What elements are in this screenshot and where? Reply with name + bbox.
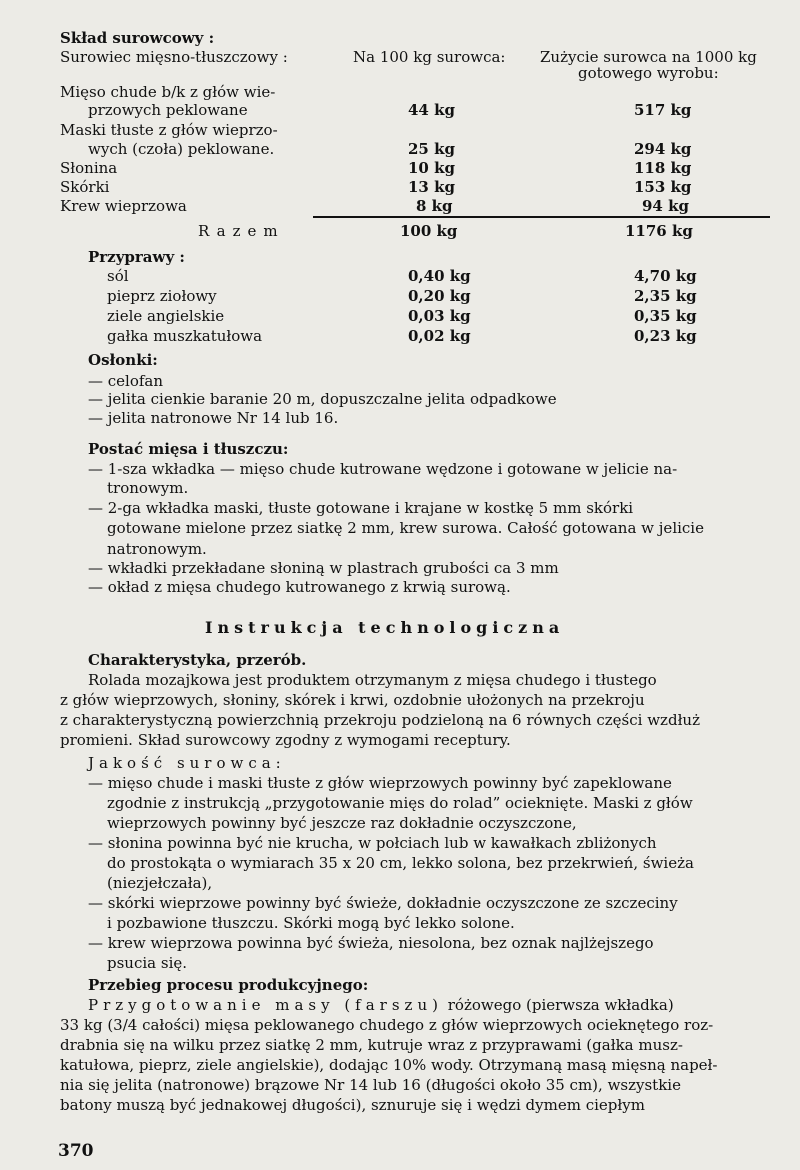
- spice-per1000: 0,35 kg: [634, 307, 697, 325]
- przebieg-first-line: [88, 996, 674, 1015]
- row-name-line2: wych (czoła) peklowane.: [88, 140, 275, 158]
- col-per1000-header-line2: gotowego wyrobu:: [578, 64, 719, 82]
- oslonki-item: — jelita natronowe Nr 14 lub 16.: [88, 409, 339, 427]
- postac-line: — 2-ga wkładka maski, tłuste gotowane i krajane w kostkę 5 mm skórki: [88, 499, 634, 517]
- postac-line: — okład z mięsa chudego kutrowanego z krwią surową.: [88, 578, 511, 596]
- total-per100: 100 kg: [400, 222, 458, 240]
- row-per1000: 517 kg: [634, 101, 692, 119]
- jakosc-heading: Jakość surowca:: [88, 754, 286, 772]
- jakosc-line: zgodnie z instrukcją „przygotowanie mięs do rolad” ocieknięte. Maski z głów: [107, 794, 693, 812]
- postac-line: — 1-sza wkładka — mięso chude kutrowane wędzone i gotowane w jelicie na-: [88, 460, 678, 478]
- jakosc-line: wieprzowych powinny być jeszcze raz dokładnie oczyszczone,: [107, 814, 577, 832]
- spice-name: ziele angielskie: [107, 307, 225, 325]
- jakosc-line: psucia się.: [107, 954, 188, 972]
- total-label: Razem: [198, 222, 285, 240]
- row-per1000: 94 kg: [642, 197, 689, 215]
- row-per1000: 118 kg: [634, 159, 692, 177]
- row-per1000: 294 kg: [634, 140, 692, 158]
- spice-per1000: 0,23 kg: [634, 327, 697, 345]
- spice-name: pieprz ziołowy: [107, 287, 217, 305]
- przebieg-heading: Przebieg procesu produkcyjnego:: [88, 976, 369, 994]
- postac-line: gotowane mielone przez siatkę 2 mm, krew surowa. Całość gotowana w jelicie: [107, 519, 704, 537]
- przyprawy-heading: Przyprawy :: [88, 248, 185, 266]
- spice-per100: 0,20 kg: [408, 287, 471, 305]
- row-per100: 44 kg: [408, 101, 455, 119]
- przebieg-line: batony muszą być jednakowej długości), sznuruje się i wędzi dymem ciepłym: [60, 1096, 645, 1114]
- spice-per1000: 4,70 kg: [634, 267, 697, 285]
- row-name: Krew wieprzowa: [60, 197, 187, 215]
- row-per100: 8 kg: [416, 197, 453, 215]
- page-number: 370: [58, 1141, 94, 1161]
- postac-line: natronowym.: [107, 540, 207, 558]
- spice-name: gałka muszkatułowa: [107, 327, 263, 345]
- sklad-heading: Skład surowcowy :: [60, 29, 215, 47]
- jakosc-line: — krew wieprzowa powinna być świeża, niesolona, bez oznak najlżejszego: [88, 934, 654, 952]
- przebieg-line: nia się jelita (natronowe) brązowe Nr 14 lub 16 (długości około 35 cm), wszystkie: [60, 1076, 681, 1094]
- total-per1000: 1176 kg: [625, 222, 693, 240]
- charakterystyka-line: z charakterystyczną powierzchnią przekroju podzieloną na 6 równych części wzdłuż: [60, 711, 700, 729]
- jakosc-line: i pozbawione tłuszczu. Skórki mogą być lekko solone.: [107, 914, 515, 932]
- jakosc-line: — mięso chude i maski tłuste z głów wieprzowych powinny być zapeklowane: [88, 774, 672, 792]
- oslonki-item: — jelita cienkie baranie 20 m, dopuszczalne jelita odpadkowe: [88, 390, 557, 408]
- row-per100: 13 kg: [408, 178, 455, 196]
- row-name-line2: przowych peklowane: [88, 101, 248, 119]
- spice-name: sól: [107, 267, 129, 285]
- row-name: Słonina: [60, 159, 118, 177]
- total-rule: [313, 216, 770, 218]
- przebieg-line: drabnia się na wilku przez siatkę 2 mm, kutruje wraz z przyprawami (gałka musz-: [60, 1036, 683, 1054]
- row-per1000: 153 kg: [634, 178, 692, 196]
- spice-per100: 0,40 kg: [408, 267, 471, 285]
- postac-line: — wkładki przekładane słoniną w plastrach grubości ca 3 mm: [88, 559, 559, 577]
- charakterystyka-line: promieni. Skład surowcowy zgodny z wymogami receptury.: [60, 731, 511, 749]
- przebieg-spaced-phrase: Przygotowanie masy (farszu): [88, 996, 443, 1014]
- postac-heading: Postać mięsa i tłuszczu:: [88, 440, 289, 458]
- charakterystyka-line: Rolada mozajkowa jest produktem otrzymanym z mięsa chudego i tłustego: [88, 671, 657, 689]
- row-name: Skórki: [60, 178, 110, 196]
- row-name-line1: Maski tłuste z głów wieprzo-: [60, 121, 278, 139]
- postac-line: tronowym.: [107, 479, 189, 497]
- oslonki-item: — celofan: [88, 372, 164, 390]
- col-per100-header: Na 100 kg surowca:: [353, 48, 506, 66]
- jakosc-line: do prostokąta o wymiarach 35 x 20 cm, lekko solona, bez przekrwień, świeża: [107, 854, 694, 872]
- spice-per1000: 2,35 kg: [634, 287, 697, 305]
- przebieg-first-rest: różowego (pierwsza wkładka): [447, 996, 674, 1014]
- col-label-header: Surowiec mięsno-tłuszczowy :: [60, 48, 288, 66]
- jakosc-line: — słonina powinna być nie krucha, w połciach lub w kawałkach zbliżonych: [88, 834, 657, 852]
- row-name-line1: Mięso chude b/k z głów wie-: [60, 83, 276, 101]
- oslonki-heading: Osłonki:: [88, 351, 158, 369]
- section-title: Instrukcja technologiczna: [205, 618, 565, 637]
- col-per1000-header-line1: Zużycie surowca na 1000 kg: [540, 48, 757, 66]
- charakterystyka-heading: Charakterystyka, przerób.: [88, 651, 307, 669]
- spice-per100: 0,02 kg: [408, 327, 471, 345]
- charakterystyka-line: z głów wieprzowych, słoniny, skórek i krwi, ozdobnie ułożonych na przekroju: [60, 691, 645, 709]
- row-per100: 10 kg: [408, 159, 455, 177]
- przebieg-line: katułowa, pieprz, ziele angielskie), dodając 10% wody. Otrzymaną masą mięsną napeł-: [60, 1056, 718, 1074]
- przebieg-line: 33 kg (3/4 całości) mięsa peklowanego chudego z głów wieprzowych ocieknętego roz-: [60, 1016, 714, 1034]
- row-per100: 25 kg: [408, 140, 455, 158]
- jakosc-line: — skórki wieprzowe powinny być świeże, dokładnie oczyszczone ze szczeciny: [88, 894, 678, 912]
- spice-per100: 0,03 kg: [408, 307, 471, 325]
- jakosc-line: (niezjełczała),: [107, 874, 213, 892]
